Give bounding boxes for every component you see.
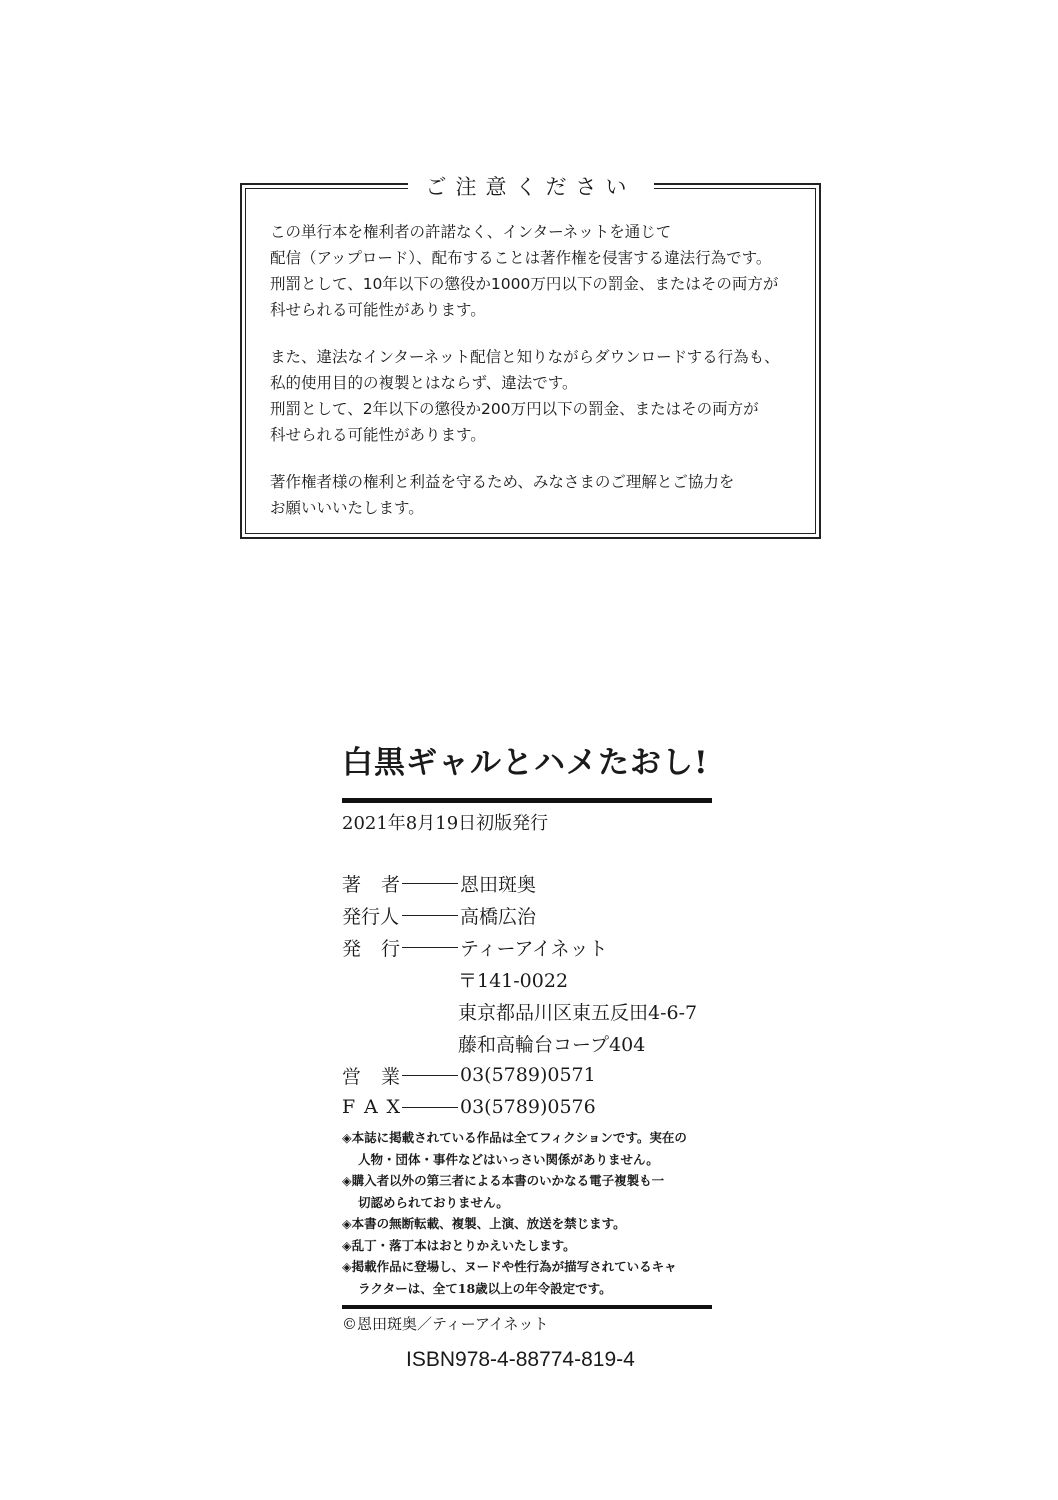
notice-line: お願いいいたします。 [270, 499, 424, 517]
credit-author [342, 867, 712, 899]
credit-publisher [342, 931, 712, 963]
leader-dash [402, 883, 458, 884]
publisher-name: ティーアイネット [460, 937, 608, 960]
fax-number: 03(5789)0576 [460, 1096, 596, 1118]
leader-dash [402, 947, 458, 948]
legal-note: ◈掲載作品に登場し、ヌードや性行為が描写されているキャ ラクターは、全て18歳以上の年令設定です。 [342, 1259, 677, 1296]
copyright: ©恩田斑奥／ティーアイネット [342, 1315, 549, 1333]
notice-line: この単行本を権利者の許諾なく、インターネットを通じて [270, 223, 672, 241]
legal-note: ◈本誌に掲載されている作品は全てフィクションです。実在の 人物・団体・事件などはいっさい関係がありません。 [342, 1130, 687, 1167]
notice-paragraph [270, 469, 805, 521]
publisher-person-name: 高橋広治 [460, 905, 537, 928]
notice-line: 著作権者様の権利と利益を守るため、みなさまのご理解とご協力を [270, 473, 735, 491]
address-line: 藤和高輪台コープ404 [458, 1033, 646, 1056]
credit-label: 発 行 [342, 937, 400, 960]
isbn: ISBN978-4-88774-819-4 [406, 1348, 635, 1371]
book-title: 白黒ギャルとハメたおし! [342, 745, 709, 781]
title-rule [342, 798, 712, 803]
bottom-rule [342, 1305, 712, 1309]
notice-paragraph [270, 344, 805, 448]
notice-title: ご注意ください [408, 171, 654, 201]
legal-note: ◈乱丁・落丁本はおとりかえいたします。 [342, 1237, 576, 1253]
address-line: 東京都品川区東五反田4-6-7 [458, 1001, 698, 1024]
credit-publisher-person [342, 899, 712, 931]
edition-date: 2021年8月19日初版発行 [342, 813, 549, 834]
notice-body [270, 219, 805, 542]
notice-line: 配信（アップロード）、配布することは著作権を侵害する違法行為です。 [270, 249, 772, 267]
credits [342, 867, 712, 1123]
credit-fax [342, 1091, 712, 1123]
legal-notes [342, 1127, 712, 1299]
notice-line: 私的使用目的の複製とはならず、違法です。 [270, 374, 578, 392]
leader-dash [402, 1075, 458, 1076]
notice-line: 刑罰として、10年以下の懲役か1000万円以下の罰金、またはその両方が [270, 275, 779, 293]
notice-paragraph [270, 219, 805, 323]
credit-label: 発行人 [342, 905, 400, 928]
notice-line: 科せられる可能性があります。 [270, 426, 486, 444]
notice-line: 刑罰として、2年以下の懲役か200万円以下の罰金、またはその両方が [270, 400, 759, 418]
legal-note: ◈本書の無断転載、複製、上演、放送を禁じます。 [342, 1216, 626, 1231]
notice-line: 科せられる可能性があります。 [270, 301, 486, 319]
notice-line: また、違法なインターネット配信と知りながらダウンロードする行為も、 [270, 348, 780, 366]
credit-label: 営 業 [342, 1065, 400, 1088]
notice-box [240, 175, 821, 539]
leader-dash [402, 915, 458, 916]
postal-code: 〒141-0022 [458, 969, 569, 992]
credit-label: F A X [342, 1096, 400, 1118]
sales-phone: 03(5789)0571 [460, 1064, 596, 1086]
credit-label: 著 者 [342, 873, 400, 896]
author-name: 恩田斑奥 [460, 873, 537, 896]
colophon [342, 740, 712, 1372]
credit-sales [342, 1059, 712, 1091]
legal-note: ◈購入者以外の第三者による本書のいかなる電子複製も一 切認められておりません。 [342, 1173, 665, 1210]
leader-dash [402, 1107, 458, 1108]
